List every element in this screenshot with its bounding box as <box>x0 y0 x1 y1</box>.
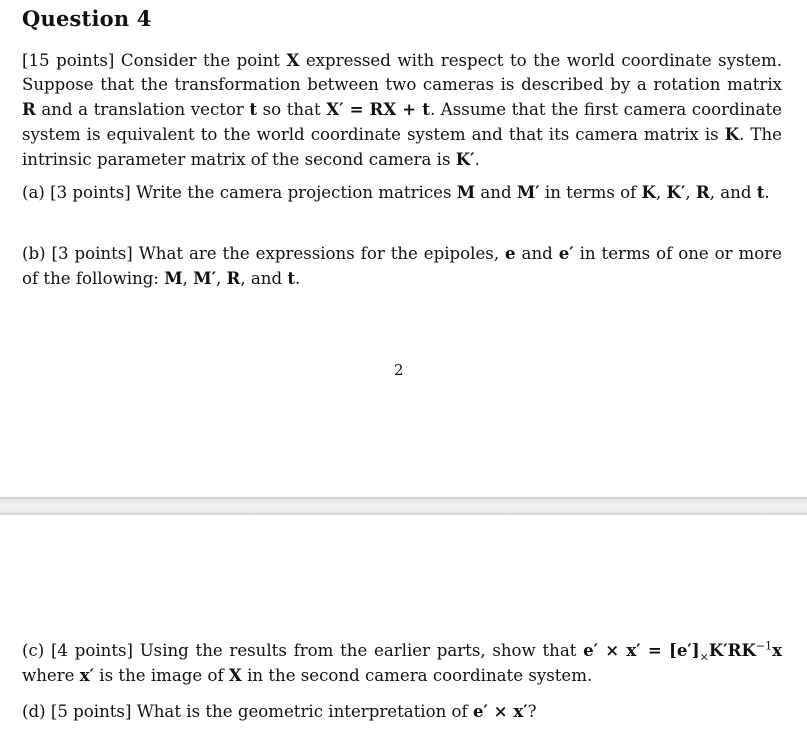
part-a: (a) [3 points] Write the camera projection matrices M and M′ in terms of K, K′, R, and t. <box>22 182 770 202</box>
page-number: 2 <box>394 361 404 379</box>
part-c: (c) [4 points] Using the results from the earlier parts, show that $e' \times x' = [e']_\times K'RK^{-1}x$ where x′ is the image of X in the second camera coordinate system. <box>22 639 782 685</box>
page-separator <box>0 497 807 515</box>
part-b: (b) [3 points] What are the expressions for the epipoles, e and e′ in terms of one or more of the following: M, M′, R, and t. <box>22 243 782 288</box>
page-bottom <box>0 515 807 731</box>
question-intro: [15 points] Consider the point X expressed with respect to the world coordinate system. Suppose that the transformation between two cameras is described by a rotation matrix R and a translation vector t so that X′ = RX + t. Assume that the first camera coordinate system is equivalent to the world coordinate system and that its camera matrix is K. The intrinsic parameter matrix of the second camera is K′. <box>22 50 783 169</box>
part-d: (d) [5 points] What is the geometric interpretation of e′ × x′? <box>22 701 537 721</box>
question-title: Question 4 <box>22 6 152 31</box>
